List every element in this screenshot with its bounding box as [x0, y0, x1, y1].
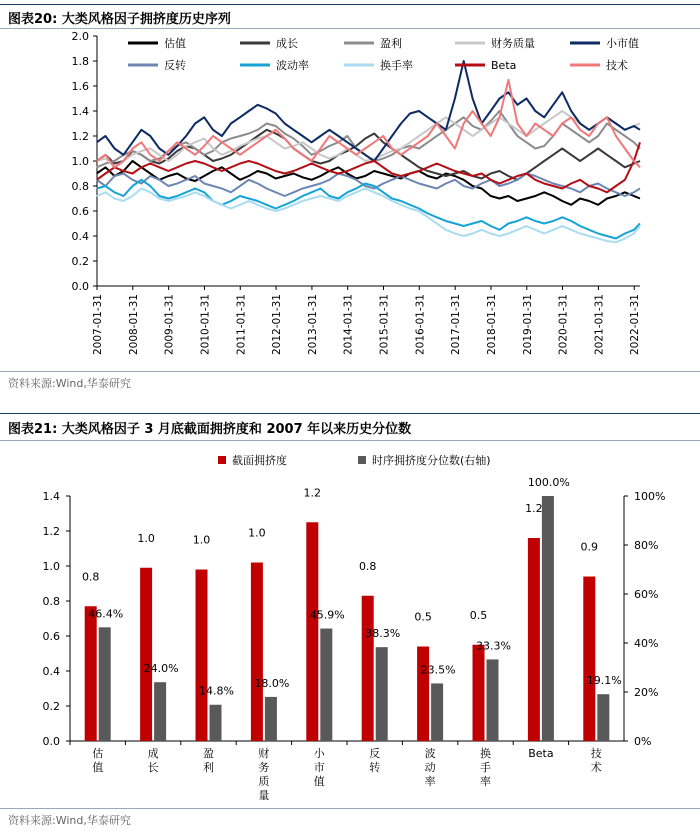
legend-swatch-percentile: [358, 456, 366, 464]
right-tick-label: 60%: [634, 588, 659, 601]
label-percentile-技术: 19.1%: [586, 674, 622, 688]
category-label-反转: 反转: [369, 747, 381, 774]
source-rule-2: [0, 808, 700, 809]
bar-crowding-换手率: [473, 645, 485, 741]
label-crowding-换手率: 0.5: [469, 608, 488, 622]
series-line-财务质量: [97, 111, 640, 167]
bar-percentile-财务质量: [265, 697, 277, 741]
label-percentile-成长: 24.0%: [143, 662, 179, 676]
legend-label-反转: 反转: [164, 59, 186, 72]
label-crowding-成长: 1.0: [137, 531, 155, 545]
top-rule: [0, 4, 700, 5]
y-tick-label: 1.2: [71, 130, 89, 143]
bar-percentile-估值: [99, 627, 111, 741]
x-tick-label: 2016-01-31: [414, 294, 427, 356]
x-tick-label: 2007-01-31: [92, 294, 104, 356]
x-tick-label: 2017-01-31: [450, 294, 463, 356]
label-crowding-财务质量: 1.0: [248, 526, 266, 540]
left-tick-label: 0.6: [42, 630, 60, 643]
label-percentile-Beta: 100.0%: [527, 476, 570, 489]
left-tick-label: 0.8: [42, 595, 60, 608]
y-tick-label: 1.0: [71, 155, 89, 168]
category-label-Beta: Beta: [528, 747, 554, 760]
figure-21-source: 资料来源:Wind,华泰研究: [8, 814, 131, 827]
legend-label-换手率: 换手率: [380, 59, 413, 72]
label-percentile-财务质量: 18.0%: [254, 676, 290, 690]
y-tick-label: 0.0: [71, 280, 89, 293]
series-line-波动率: [97, 180, 640, 239]
bar-percentile-换手率: [487, 659, 499, 741]
bar-percentile-技术: [597, 694, 609, 741]
x-tick-label: 2022-01-31: [629, 294, 642, 356]
series-line-盈利: [97, 111, 640, 167]
label-crowding-盈利: 1.0: [192, 533, 211, 547]
x-tick-label: 2014-01-31: [342, 294, 355, 356]
category-label-波动率: 波动率: [424, 747, 436, 788]
right-tick-label: 80%: [634, 539, 659, 552]
label-crowding-Beta: 1.2: [525, 502, 543, 515]
category-label-估值: 估值: [92, 747, 104, 774]
category-label-盈利: 盈利: [203, 747, 214, 774]
label-percentile-换手率: 33.3%: [476, 639, 511, 653]
category-label-技术: 技术: [590, 747, 602, 774]
label-crowding-反转: 0.8: [358, 559, 377, 573]
bar-percentile-成长: [154, 682, 166, 741]
bar-percentile-反转: [376, 647, 388, 741]
left-tick-label: 1.0: [42, 560, 60, 573]
left-tick-label: 0.2: [42, 700, 60, 713]
right-tick-label: 40%: [634, 637, 659, 650]
legend-swatch-crowding: [218, 456, 226, 464]
x-tick-label: 2010-01-31: [199, 294, 212, 356]
category-label-小市值: 小市值: [313, 747, 325, 788]
label-crowding-估值: 0.8: [81, 570, 100, 584]
label-percentile-反转: 38.3%: [365, 627, 401, 641]
left-tick-label: 1.2: [42, 525, 60, 538]
y-tick-label: 0.8: [71, 180, 89, 193]
title-rule-2: [0, 440, 700, 441]
figure-20-source: 资料来源:Wind,华泰研究: [8, 377, 131, 390]
legend-label-波动率: 波动率: [276, 59, 309, 72]
bar-percentile-盈利: [210, 705, 222, 741]
y-tick-label: 0.2: [71, 255, 89, 268]
label-percentile-小市值: 45.9%: [309, 608, 345, 622]
legend-label-crowding: 截面拥挤度: [232, 454, 287, 467]
x-tick-label: 2008-01-31: [127, 294, 140, 356]
label-percentile-波动率: 23.5%: [420, 663, 456, 677]
bar-crowding-财务质量: [251, 563, 263, 742]
legend-label-percentile: 时序拥挤度分位数(右轴): [372, 454, 491, 467]
bar-percentile-波动率: [431, 683, 443, 741]
y-tick-label: 1.8: [71, 55, 89, 68]
bar-percentile-Beta: [542, 496, 554, 741]
bar-crowding-反转: [362, 596, 374, 741]
category-label-换手率: 换手率: [480, 747, 491, 788]
x-tick-label: 2021-01-31: [593, 294, 606, 356]
legend-label-Beta: Beta: [491, 59, 517, 72]
figure-20-title: 图表20: 大类风格因子拥挤度历史序列: [8, 12, 231, 27]
label-percentile-盈利: 14.8%: [199, 684, 234, 698]
bar-crowding-盈利: [196, 570, 208, 742]
top-rule-2: [0, 413, 700, 414]
source-rule-1: [0, 371, 700, 372]
x-tick-label: 2015-01-31: [378, 294, 391, 356]
label-crowding-波动率: 0.5: [414, 610, 432, 624]
figure-21-title: 图表21: 大类风格因子 3 月底截面拥挤度和 2007 年以来历史分位数: [8, 422, 412, 437]
left-tick-label: 0.0: [42, 735, 60, 748]
legend-label-小市值: 小市值: [606, 37, 639, 50]
label-crowding-小市值: 1.2: [303, 486, 322, 500]
label-percentile-估值: 46.4%: [88, 607, 124, 621]
right-tick-label: 20%: [634, 686, 659, 699]
x-tick-label: 2018-01-31: [485, 294, 498, 356]
bar-crowding-波动率: [417, 647, 429, 742]
y-tick-label: 0.6: [71, 205, 89, 218]
x-tick-label: 2020-01-31: [557, 294, 570, 356]
bar-percentile-小市值: [320, 629, 332, 741]
left-tick-label: 1.4: [42, 490, 60, 503]
bar-crowding-估值: [85, 606, 97, 741]
bar-chart: [0, 442, 700, 807]
legend-label-盈利: 盈利: [380, 37, 402, 50]
right-tick-label: 100%: [634, 490, 666, 503]
left-tick-label: 0.4: [42, 665, 60, 678]
bar-crowding-成长: [140, 568, 152, 741]
x-tick-label: 2009-01-31: [163, 294, 176, 356]
y-tick-label: 1.6: [71, 80, 89, 93]
legend-label-成长: 成长: [276, 37, 298, 50]
x-tick-label: 2012-01-31: [271, 294, 284, 356]
bar-crowding-Beta: [528, 538, 540, 741]
legend-label-估值: 估值: [164, 37, 186, 50]
x-tick-label: 2013-01-31: [306, 294, 319, 356]
label-crowding-技术: 0.9: [580, 540, 599, 554]
bar-crowding-技术: [583, 577, 595, 742]
x-tick-label: 2011-01-31: [235, 294, 248, 356]
right-tick-label: 0%: [634, 735, 652, 748]
line-chart: [0, 28, 700, 373]
y-tick-label: 1.4: [71, 105, 89, 118]
legend-label-财务质量: 财务质量: [491, 37, 535, 50]
x-tick-label: 2019-01-31: [521, 294, 534, 356]
y-tick-label: 2.0: [71, 30, 89, 43]
legend-label-技术: 技术: [606, 59, 628, 72]
bar-crowding-小市值: [306, 522, 318, 741]
y-tick-label: 0.4: [71, 230, 89, 243]
category-label-财务质量: 财务质量: [258, 747, 270, 802]
category-label-成长: 成长: [147, 747, 159, 774]
